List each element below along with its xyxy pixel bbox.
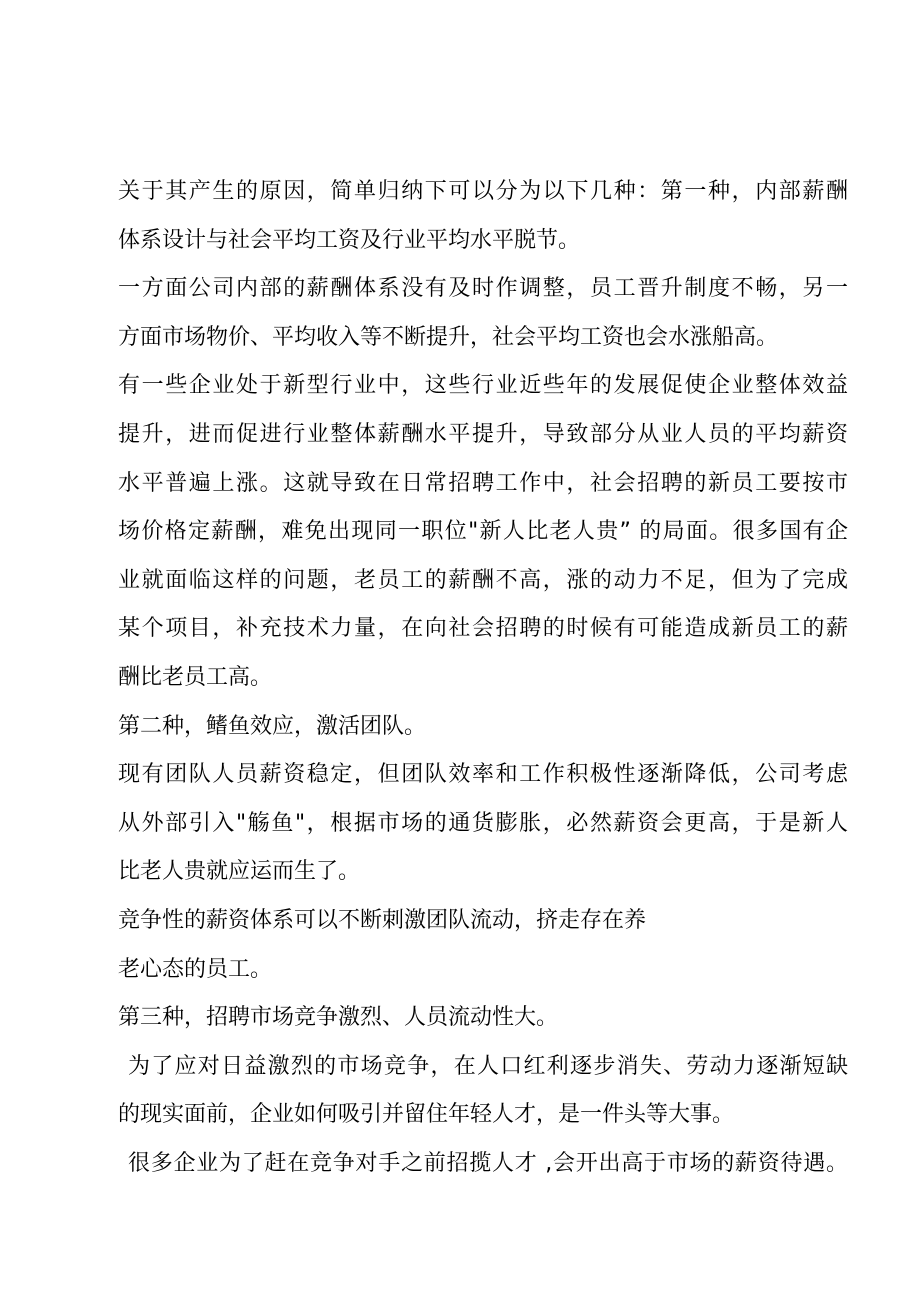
text-line: 酬比老员工高。 [118,664,273,690]
text-line: 有一些企业处于新型行业中，这些行业近些年的发展促使企业整体效益 [118,373,848,399]
text-line: 现有团队人员薪资稳定，但团队效率和工作积极性逐渐降低，公司考虑 [118,762,848,788]
text-line: 体系设计与社会平均工资及行业平均水平脱节。 [118,227,581,253]
text-line: 第三种，招聘市场竞争激烈、人员流动性大。 [118,1005,559,1031]
text-line: 水平普遍上涨。这就导致在日常招聘工作中，社会招聘的新员工要按市 [118,470,848,496]
text-line: 竞争性的薪资体系可以不断刺激团队流动，挤走存在养 [118,907,647,933]
text-line: 老心态的员工。 [118,956,273,982]
text-line: 方面市场物价、平均收入等不断提升，社会平均工资也会水涨船高。 [118,324,779,350]
text-line: 比老人贵就应运而生了。 [118,859,361,885]
text-line: 的现实面前，企业如何吸引并留住年轻人才，是一件头等大事。 [118,1102,735,1128]
text-line: 为了应对日益激烈的市场竞争，在人口红利逐步消失、劳动力逐渐短缺 [128,1053,848,1079]
document-body [118,168,848,1188]
text-line: 很多企业为了赶在竞争对手之前招揽人才 ,会开出高于市场的薪资待遇。 [128,1150,848,1176]
text-line: 业就面临这样的问题，老员工的薪酬不高，涨的动力不足，但为了完成 [118,567,848,593]
text-line: 一方面公司内部的薪酬体系没有及时作调整，员工晋升制度不畅，另一 [118,276,848,302]
text-line: 场价格定薪酬，难免出现同一职位"新人比老人贵” 的局面。很多国有企 [118,519,848,545]
text-line: 某个项目，补充技术力量，在向社会招聘的时候有可能造成新员工的薪 [118,616,848,642]
text-line: 从外部引入"觞鱼"，根据市场的通货膨胀，必然薪资会更高，于是新人 [118,810,848,836]
text-line: 第二种，鳍鱼效应，激活团队。 [118,713,427,739]
text-line: 提升，进而促进行业整体薪酬水平提升，导致部分从业人员的平均薪资 [118,421,848,447]
text-line: 关于其产生的原因，简单归纳下可以分为以下几种：第一种，内部薪酬 [118,179,848,204]
